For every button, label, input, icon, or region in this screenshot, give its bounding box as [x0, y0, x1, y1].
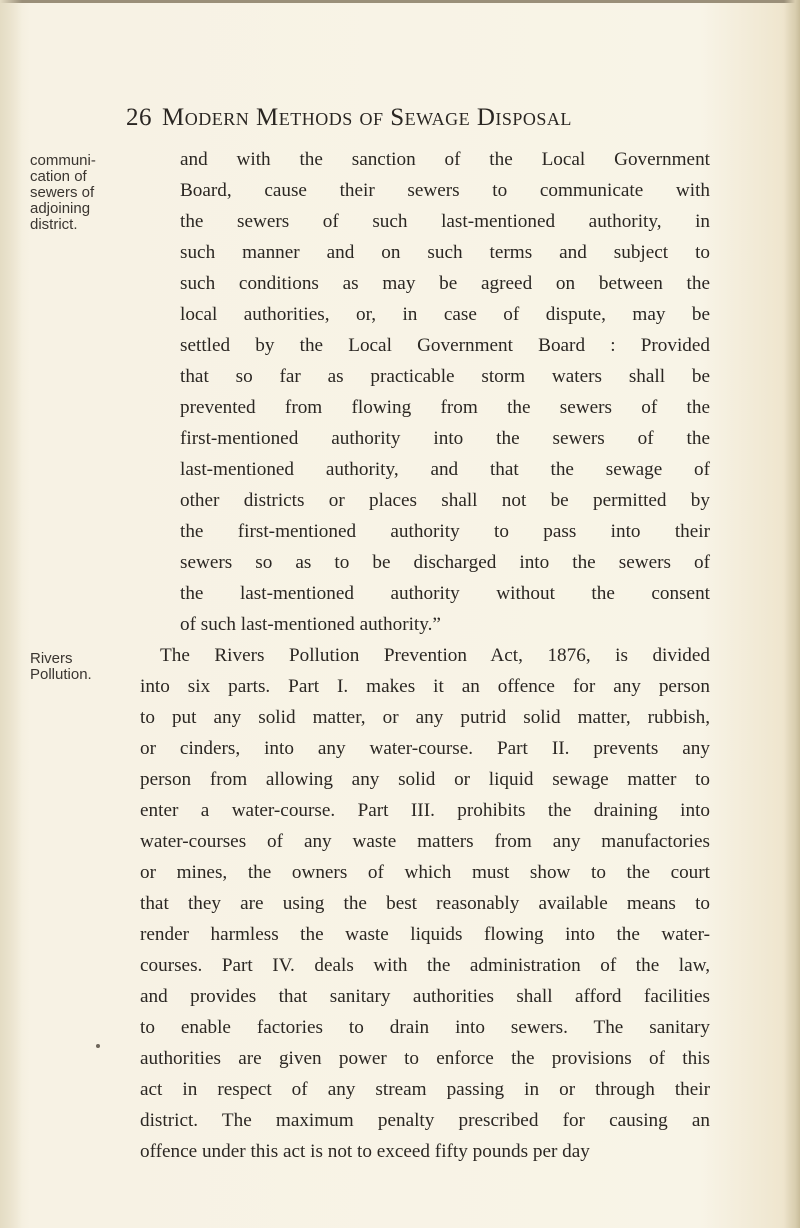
text-line: last-mentioned authority, and that the sewage of — [180, 459, 710, 480]
margin-speck — [96, 1044, 100, 1048]
text-line: of such last-mentioned authority.” — [180, 614, 441, 635]
text-line: the last-mentioned authority without the consent — [180, 583, 710, 604]
text-line: sewers so as to be discharged into the sewers of — [180, 552, 710, 573]
margin-note-communication: communi- cation of sewers of adjoining district. — [30, 152, 96, 233]
running-title: Modern Methods of Sewage Disposal — [162, 104, 572, 131]
text-line: offence under this act is not to exceed fifty pounds per day — [140, 1141, 590, 1162]
text-line: settled by the Local Government Board : Provided — [180, 335, 710, 356]
text-line: authorities are given power to enforce the provisions of this — [140, 1048, 710, 1069]
page-left-gutter — [0, 0, 22, 1228]
text-line: prevented from flowing from the sewers of the — [180, 397, 710, 418]
text-line: such conditions as may be agreed on between the — [180, 273, 710, 294]
text-line: first-mentioned authority into the sewers of the — [180, 428, 710, 449]
text-line: other districts or places shall not be permitted by — [180, 490, 710, 511]
page-number: 26 — [126, 104, 152, 131]
text-line: local authorities, or, in case of dispute, may be — [180, 304, 710, 325]
running-head — [126, 104, 686, 132]
text-line: or mines, the owners of which must show to the court — [140, 862, 710, 883]
text-line: the first-mentioned authority to pass into their — [180, 521, 710, 542]
text-line: and provides that sanitary authorities shall afford facilities — [140, 986, 710, 1007]
text-line: to put any solid matter, or any putrid solid matter, rubbish, — [140, 707, 710, 728]
text-line: the sewers of such last-mentioned authority, in — [180, 211, 710, 232]
page-right-edge — [784, 0, 800, 1228]
paragraph-rivers-pollution-act — [140, 640, 710, 1167]
text-line: render harmless the waste liquids flowing into the water- — [140, 924, 710, 945]
text-line: Board, cause their sewers to communicate with — [180, 180, 710, 201]
text-line: district. The maximum penalty prescribed for causing an — [140, 1110, 710, 1131]
text-line: water-courses of any waste matters from any manufactories — [140, 831, 710, 852]
margin-note-rivers-pollution: Rivers Pollution. — [30, 650, 92, 683]
text-line: and with the sanction of the Local Government — [180, 149, 710, 170]
text-line: into six parts. Part I. makes it an offence for any person — [140, 676, 710, 697]
paragraph-sewers-quote — [180, 144, 710, 640]
text-line: that they are using the best reasonably available means to — [140, 893, 710, 914]
text-line: The Rivers Pollution Prevention Act, 1876, is divided — [160, 645, 710, 666]
text-line: or cinders, into any water-course. Part II. prevents any — [140, 738, 710, 759]
text-line: such manner and on such terms and subject to — [180, 242, 710, 263]
text-line: courses. Part IV. deals with the administration of the law, — [140, 955, 710, 976]
text-line: person from allowing any solid or liquid sewage matter to — [140, 769, 710, 790]
page-top-edge — [0, 0, 800, 3]
text-line: that so far as practicable storm waters shall be — [180, 366, 710, 387]
text-line: to enable factories to drain into sewers. The sanitary — [140, 1017, 710, 1038]
text-line: act in respect of any stream passing in or through their — [140, 1079, 710, 1100]
text-line: enter a water-course. Part III. prohibits the draining into — [140, 800, 710, 821]
